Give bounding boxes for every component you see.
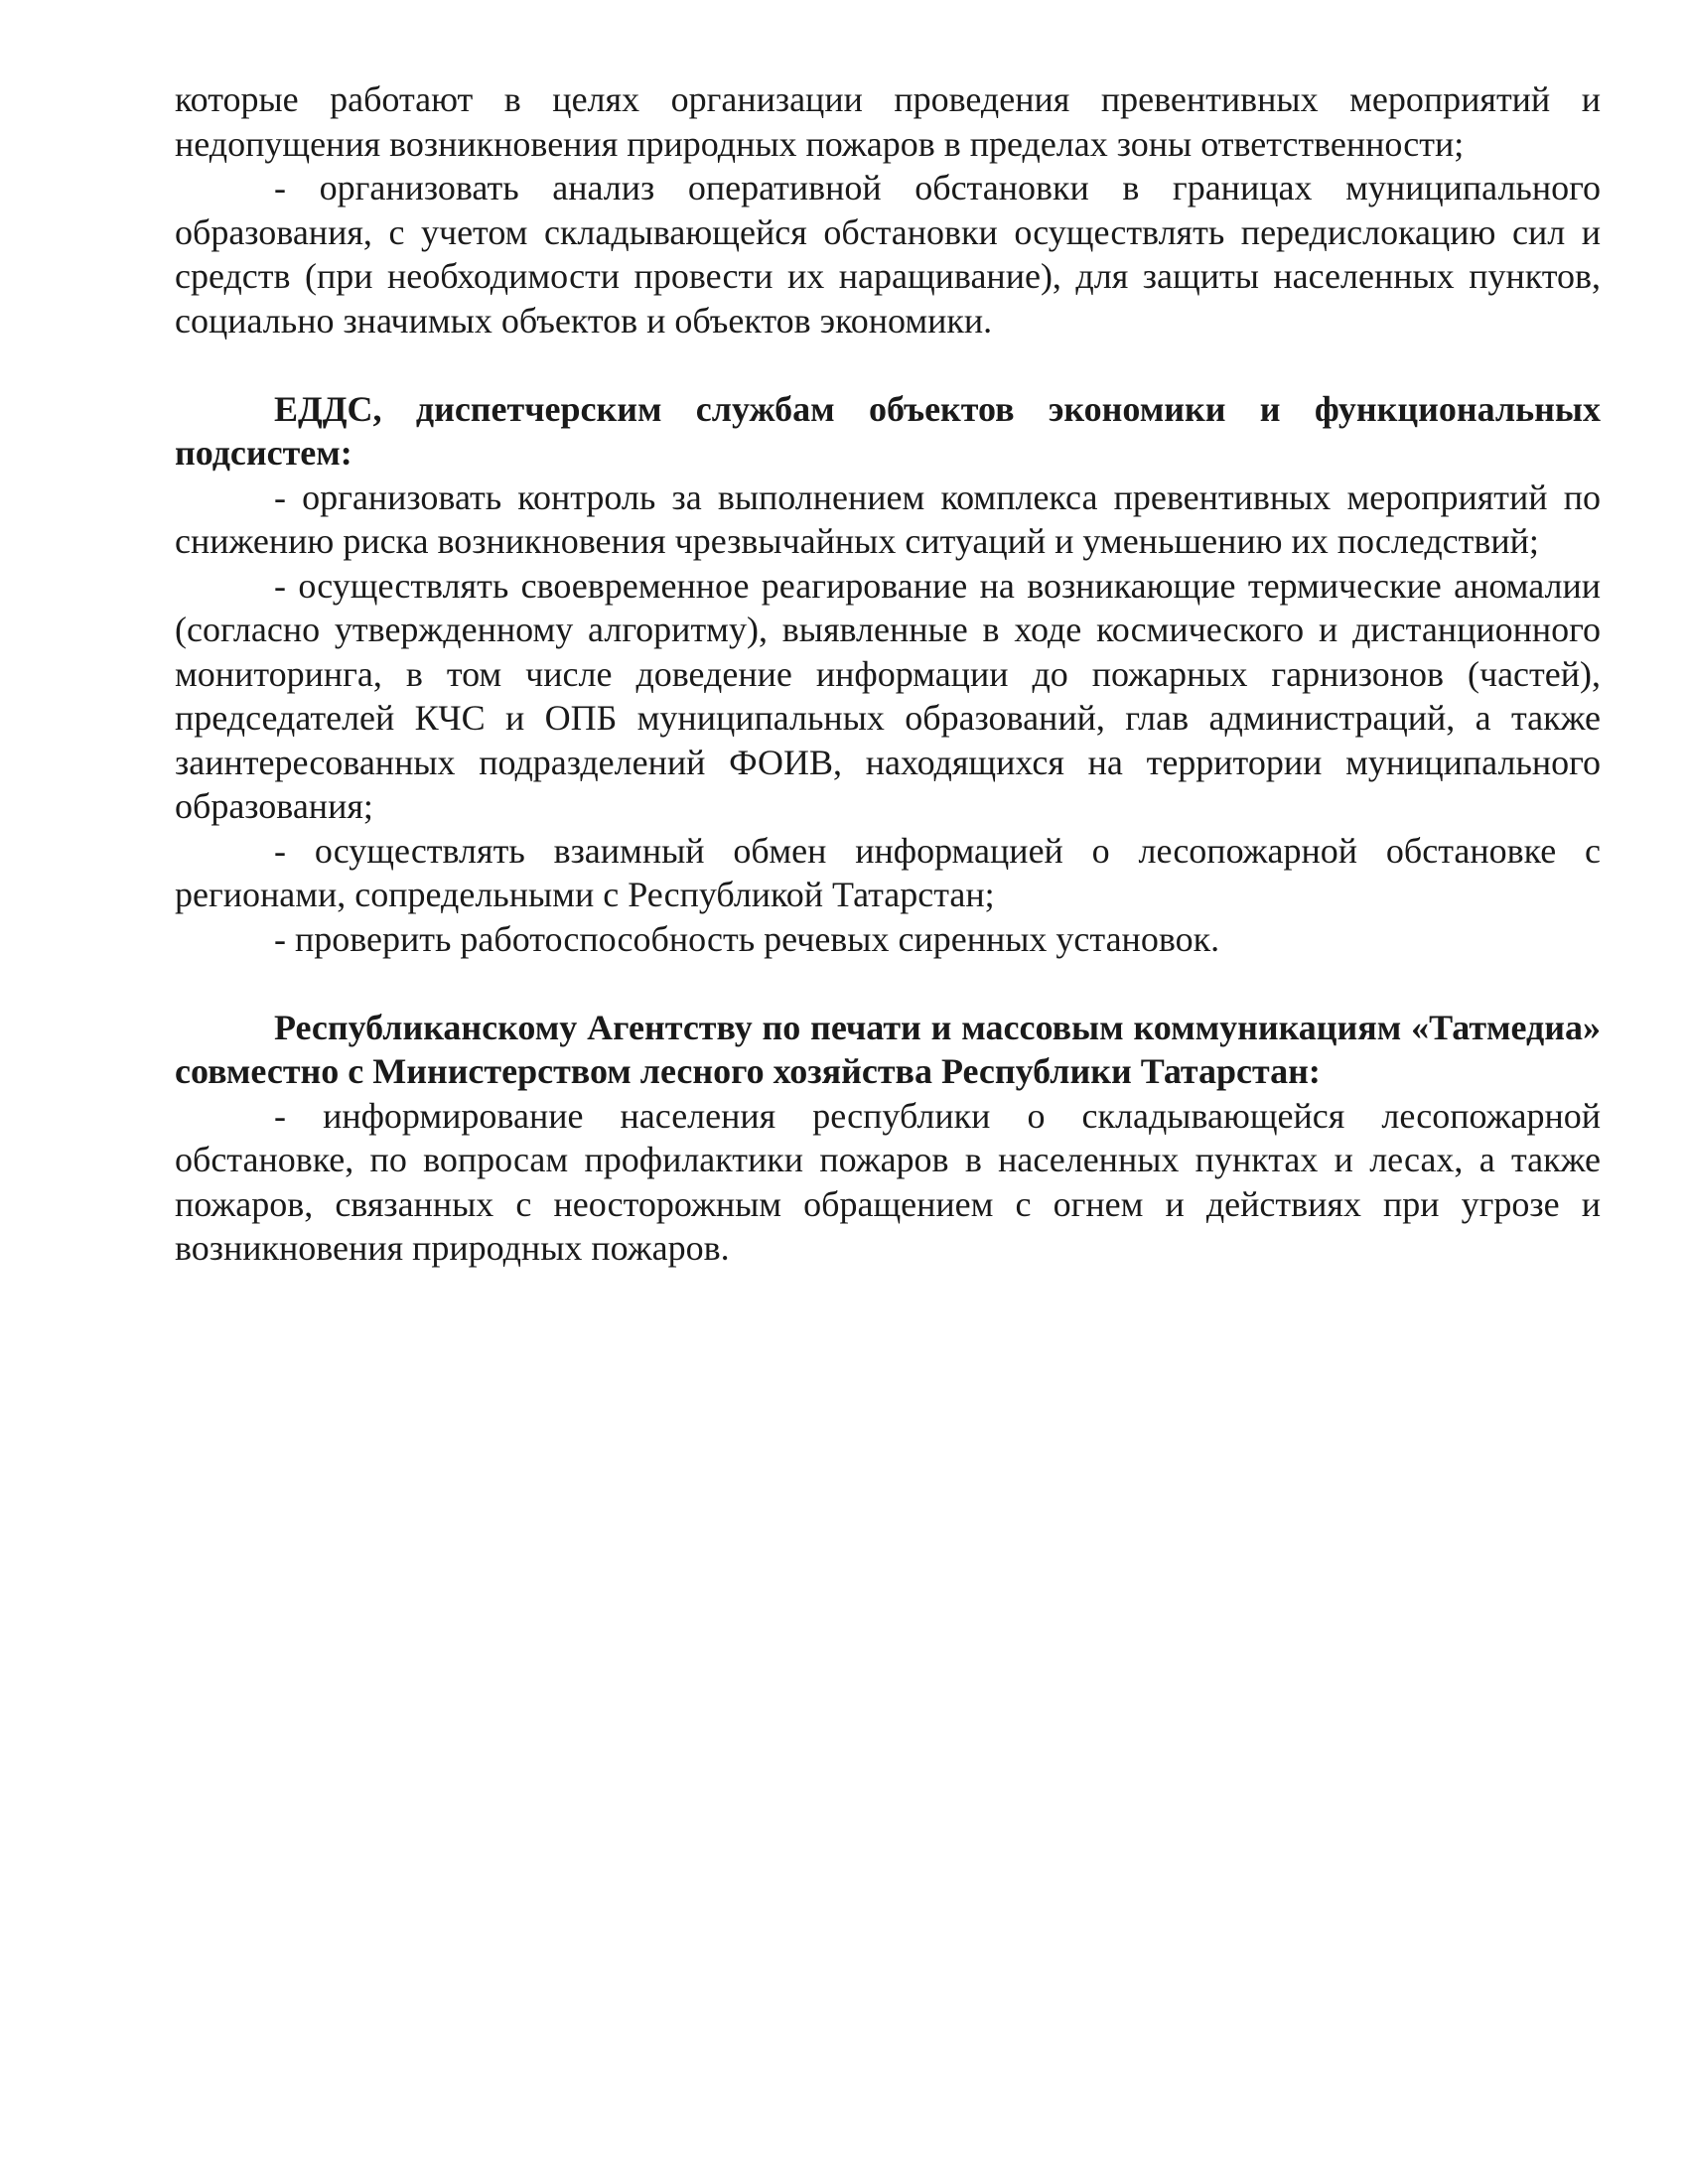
paragraph-siren-check: - проверить работоспособность речевых сиренных установок. [274, 918, 1220, 959]
section-heading-tatmedia: Республиканскому Агентству по печати и массовым коммуникациям «Татмедиа» совместно с Министерством лесного хозяйства Республики Татарстан: [175, 1007, 1601, 1091]
section-heading-edds: ЕДДС, диспетчерским службам объектов экономики и функциональных подсистем: [175, 388, 1601, 473]
paragraph-operational-analysis: - организовать анализ оперативной обстановки в границах муниципального образования, с учетом складывающейся обстановки осуществлять передислокацию сил и средств (при необходимости провести их наращивание), для защиты населенных пунктов, социально значимых объектов и объектов экономики. [175, 168, 1601, 341]
paragraph-public-informing: - информирование населения республики о складывающейся лесопожарной обстановке, по вопросам профилактики пожаров в населенных пунктах и лесах, а также пожаров, связанных с неосторожным обращением с огнем и действиях при угрозе и возникновения природных пожаров. [175, 1095, 1601, 1268]
paragraph-continuation: которые работают в целях организации проведения превентивных мероприятий и недопущения возникновения природных пожаров в пределах зоны ответственности; [175, 79, 1601, 164]
paragraph-information-exchange: - осуществлять взаимный обмен информацией о лесопожарной обстановке с регионами, сопредельными с Республикой Татарстан; [175, 830, 1601, 914]
document-page [175, 77, 1601, 1271]
paragraph-control-preventive: - организовать контроль за выполнением комплекса превентивных мероприятий по снижению риска возникновения чрезвычайных ситуаций и уменьшению их последствий; [175, 477, 1601, 561]
paragraph-thermal-anomalies: - осуществлять своевременное реагирование на возникающие термические аномалии (согласно утвержденному алгоритму), выявленные в ходе космического и дистанционного мониторинга, в том числе доведение информации до пожарных гарнизонов (частей), председателей КЧС и ОПБ муниципальных образований, глав администраций, а также заинтересованных подразделений ФОИВ, находящихся на территории муниципального образования; [175, 565, 1601, 826]
